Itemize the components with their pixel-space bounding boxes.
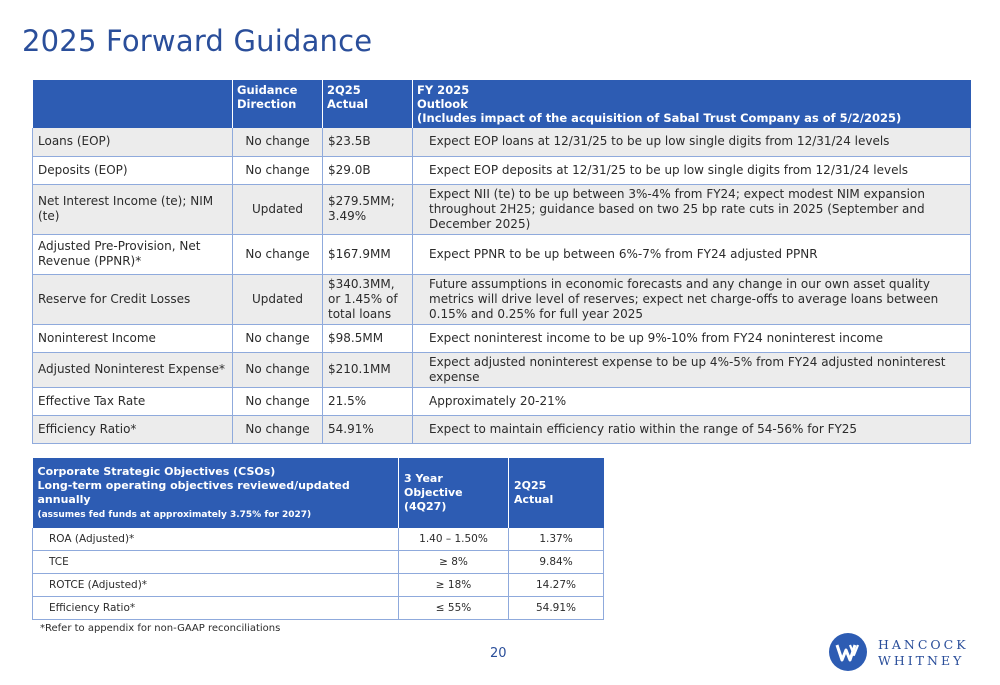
cso-actual-cell: 54.91%: [509, 597, 604, 620]
outlook-cell: Expect PPNR to be up between 6%-7% from FY24 adjusted PPNR: [413, 234, 971, 274]
table-row: [33, 387, 971, 415]
metric-cell: Adjusted Noninterest Expense*: [33, 352, 233, 387]
objective-cell: ≥ 8%: [399, 551, 509, 574]
direction-cell: No change: [233, 234, 323, 274]
table-row: [33, 551, 604, 574]
metric-cell: Loans (EOP): [33, 128, 233, 156]
direction-cell: No change: [233, 128, 323, 156]
table-row: [33, 184, 971, 234]
logo-text-whitney: WHITNEY: [878, 653, 965, 668]
actual-cell: $167.9MM: [323, 234, 413, 274]
actual-cell: $340.3MM, or 1.45% of total loans: [323, 274, 413, 324]
page-title: 2025 Forward Guidance: [22, 24, 373, 58]
table-row: [33, 128, 971, 156]
objective-cell: ≤ 55%: [399, 597, 509, 620]
company-logo: [828, 632, 978, 672]
metric-cell: Effective Tax Rate: [33, 387, 233, 415]
outlook-cell: Expect adjusted noninterest expense to be up 4%-5% from FY24 adjusted noninterest expense: [413, 352, 971, 387]
cso-actual-header: 2Q25 Actual: [509, 458, 604, 528]
outlook-cell: Expect EOP loans at 12/31/25 to be up low single digits from 12/31/24 levels: [413, 128, 971, 156]
table-row: [33, 234, 971, 274]
guidance-header-row: [33, 80, 971, 128]
table-row: [33, 415, 971, 443]
cso-metric-cell: TCE: [33, 551, 399, 574]
cso-metric-cell: Efficiency Ratio*: [33, 597, 399, 620]
direction-cell: No change: [233, 324, 323, 352]
logo-text-hancock: HANCOCK: [878, 637, 969, 652]
metric-header: [33, 80, 233, 128]
cso-header-row: [33, 458, 604, 528]
actual-cell: $29.0B: [323, 156, 413, 184]
page-number: 20: [490, 646, 507, 661]
cso-header: Corporate Strategic Objectives (CSOs) Long-term operating objectives reviewed/updated annually (assumes fed funds at approximately 3.75% for 2027): [33, 458, 399, 528]
metric-cell: Deposits (EOP): [33, 156, 233, 184]
metric-cell: Efficiency Ratio*: [33, 415, 233, 443]
objective-cell: ≥ 18%: [399, 574, 509, 597]
table-row: [33, 324, 971, 352]
direction-cell: No change: [233, 156, 323, 184]
actual-cell: $98.5MM: [323, 324, 413, 352]
actual-cell: $23.5B: [323, 128, 413, 156]
table-row: [33, 274, 971, 324]
cso-actual-cell: 14.27%: [509, 574, 604, 597]
metric-cell: Reserve for Credit Losses: [33, 274, 233, 324]
cso-metric-cell: ROTCE (Adjusted)*: [33, 574, 399, 597]
direction-header: Guidance Direction: [233, 80, 323, 128]
outlook-cell: Expect NII (te) to be up between 3%-4% from FY24; expect modest NIM expansion throughout 2H25; guidance based on two 25 bp rate cuts in 2025 (September and December 2025): [413, 184, 971, 234]
outlook-cell: Expect EOP deposits at 12/31/25 to be up low single digits from 12/31/24 levels: [413, 156, 971, 184]
actual-cell: $210.1MM: [323, 352, 413, 387]
actual-cell: 54.91%: [323, 415, 413, 443]
outlook-cell: Expect noninterest income to be up 9%-10% from FY24 noninterest income: [413, 324, 971, 352]
table-row: [33, 352, 971, 387]
actual-header: 2Q25 Actual: [323, 80, 413, 128]
cso-table: [32, 458, 604, 620]
direction-cell: No change: [233, 352, 323, 387]
actual-cell: $279.5MM; 3.49%: [323, 184, 413, 234]
table-row: [33, 528, 604, 551]
cso-actual-cell: 9.84%: [509, 551, 604, 574]
table-row: [33, 574, 604, 597]
metric-cell: Net Interest Income (te); NIM (te): [33, 184, 233, 234]
outlook-cell: Approximately 20-21%: [413, 387, 971, 415]
direction-cell: No change: [233, 387, 323, 415]
metric-cell: Adjusted Pre-Provision, Net Revenue (PPNR)*: [33, 234, 233, 274]
metric-cell: Noninterest Income: [33, 324, 233, 352]
cso-metric-cell: ROA (Adjusted)*: [33, 528, 399, 551]
footnote: *Refer to appendix for non-GAAP reconciliations: [40, 623, 281, 634]
guidance-table: [32, 80, 971, 444]
table-row: [33, 156, 971, 184]
hw-logo-icon: [828, 632, 868, 672]
direction-cell: Updated: [233, 274, 323, 324]
objective-cell: 1.40 – 1.50%: [399, 528, 509, 551]
actual-cell: 21.5%: [323, 387, 413, 415]
outlook-cell: Expect to maintain efficiency ratio within the range of 54-56% for FY25: [413, 415, 971, 443]
objective-header: 3 Year Objective (4Q27): [399, 458, 509, 528]
table-row: [33, 597, 604, 620]
direction-cell: No change: [233, 415, 323, 443]
cso-actual-cell: 1.37%: [509, 528, 604, 551]
direction-cell: Updated: [233, 184, 323, 234]
outlook-header: FY 2025 Outlook (Includes impact of the acquisition of Sabal Trust Company as of 5/2/2025): [413, 80, 971, 128]
outlook-cell: Future assumptions in economic forecasts and any change in our own asset quality metrics will drive level of reserves; expect net charge-offs to average loans between 0.15% and 0.25% for full year 2025: [413, 274, 971, 324]
